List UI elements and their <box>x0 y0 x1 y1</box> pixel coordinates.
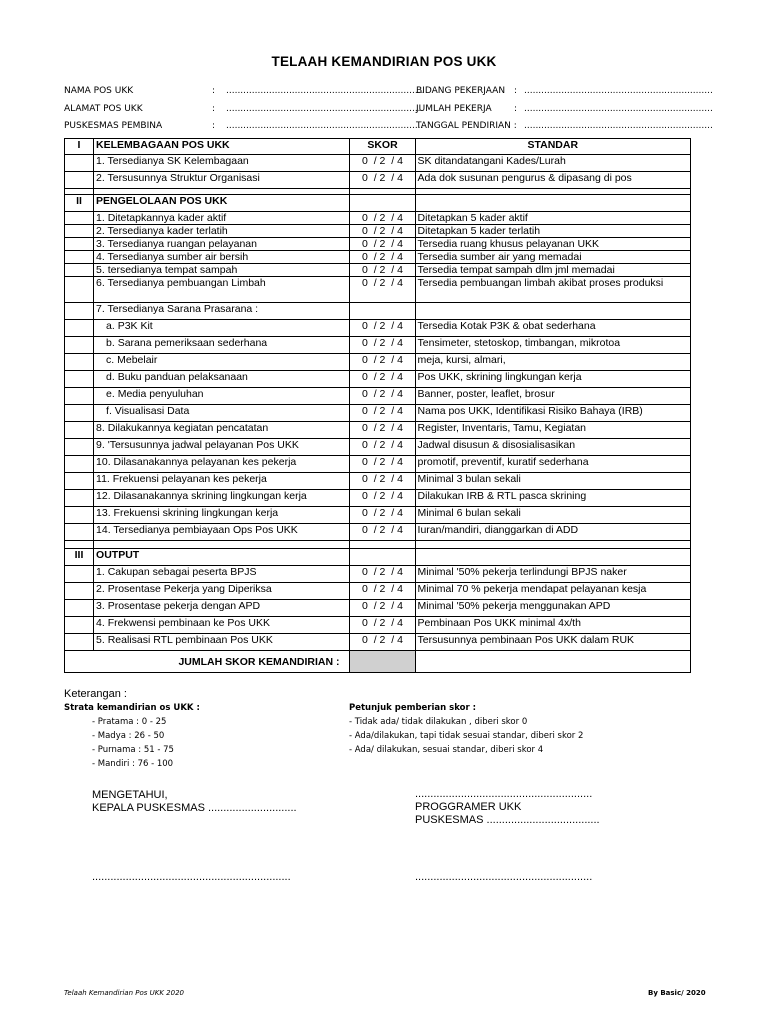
petunjuk-item: - Ada/ dilakukan, sesuai standar, diberi skor 4 <box>349 745 544 755</box>
column-header-skor: SKOR <box>350 139 415 155</box>
field-colon: : <box>212 86 216 96</box>
table-row <box>65 439 691 456</box>
keterangan-heading: Keterangan : <box>64 688 127 700</box>
skor-cell: 0 / 2 / 4 <box>350 388 415 405</box>
skor-cell: 0 / 2 / 4 <box>350 238 415 251</box>
section-number: III <box>65 549 94 566</box>
signature-right <box>415 788 600 827</box>
field-blank[interactable]: .................................................................. <box>524 121 713 131</box>
table-row <box>65 172 691 189</box>
header-field-puskesmas <box>64 121 424 131</box>
table-row <box>65 524 691 541</box>
standar-cell: Dilakukan IRB & RTL pasca skrining <box>415 490 690 507</box>
sig-right-blank[interactable]: .......................................................... <box>415 871 593 883</box>
number-cell <box>65 225 94 238</box>
standar-cell: Banner, poster, leaflet, brosur <box>415 388 690 405</box>
number-cell <box>65 507 94 524</box>
table-row <box>65 337 691 354</box>
standar-cell: Tersusunnya pembinaan Pos UKK dalam RUK <box>415 634 690 651</box>
field-colon: : <box>212 121 216 131</box>
section-title: OUTPUT <box>94 549 350 566</box>
table-row <box>65 212 691 225</box>
table-row <box>65 354 691 371</box>
assessment-table <box>64 138 691 673</box>
section-title: PENGELOLAAN POS UKK <box>94 195 350 212</box>
header-field-alamat <box>64 104 424 114</box>
standar-cell: Tersedia sumber air yang memadai <box>415 251 690 264</box>
table-row <box>65 320 691 337</box>
number-cell <box>65 264 94 277</box>
total-score-field[interactable] <box>350 651 415 673</box>
spacer-row <box>65 541 691 549</box>
number-cell <box>65 238 94 251</box>
standar-cell <box>415 195 690 212</box>
section-row <box>65 139 691 155</box>
strata-item: - Purnama : 51 - 75 <box>92 745 174 755</box>
table-row <box>65 600 691 617</box>
standar-cell: SK ditandatangani Kades/Lurah <box>415 155 690 172</box>
sig-right-line1: PROGGRAMER UKK <box>415 801 522 813</box>
skor-cell: 0 / 2 / 4 <box>350 490 415 507</box>
table-row <box>65 422 691 439</box>
item-cell: 9. 'Tersusunnya jadwal pelayanan Pos UKK <box>94 439 350 456</box>
field-blank[interactable]: ..................................................................... <box>226 86 424 96</box>
standar-cell: Tersedia ruang khusus pelayanan UKK <box>415 238 690 251</box>
skor-cell: 0 / 2 / 4 <box>350 155 415 172</box>
number-cell <box>65 277 94 303</box>
field-blank[interactable]: .................................................................. <box>524 104 713 114</box>
standar-cell: Jadwal disusun & disosialisasikan <box>415 439 690 456</box>
skor-cell: 0 / 2 / 4 <box>350 354 415 371</box>
signature-left <box>92 789 297 815</box>
skor-cell: 0 / 2 / 4 <box>350 617 415 634</box>
standar-cell: Minimal 70 % pekerja mendapat pelayanan kesja <box>415 583 690 600</box>
item-cell: 8. Dilakukannya kegiatan pencatatan <box>94 422 350 439</box>
field-colon: : <box>212 104 216 114</box>
field-label: BIDANG PEKERJAAN <box>416 86 506 96</box>
header-field-bidang <box>416 86 713 96</box>
item-cell: 14. Tersedianya pembiayaan Ops Pos UKK <box>94 524 350 541</box>
sig-right-dots[interactable]: .......................................................... <box>415 788 593 800</box>
skor-cell: 0 / 2 / 4 <box>350 251 415 264</box>
field-label: TANGGAL PENDIRIAN : <box>416 121 517 131</box>
footer-left: Telaah Kemandirian Pos UKK 2020 <box>64 989 184 997</box>
table-row <box>65 490 691 507</box>
item-cell: 1. Cakupan sebagai peserta BPJS <box>94 566 350 583</box>
standar-cell: Tersedia Kotak P3K & obat sederhana <box>415 320 690 337</box>
standar-cell <box>415 303 690 320</box>
number-cell <box>65 600 94 617</box>
field-blank[interactable]: ..................................................................... <box>226 104 424 114</box>
number-cell <box>65 337 94 354</box>
skor-cell: 0 / 2 / 4 <box>350 473 415 490</box>
item-cell: 13. Frekuensi skrining lingkungan kerja <box>94 507 350 524</box>
item-cell: 7. Tersedianya Sarana Prasarana : <box>94 303 350 320</box>
field-label: NAMA POS UKK <box>64 86 134 96</box>
item-cell: 2. Tersedianya kader terlatih <box>94 225 350 238</box>
field-blank[interactable]: .................................................................. <box>524 86 713 96</box>
number-cell <box>65 251 94 264</box>
item-cell: 4. Tersedianya sumber air bersih <box>94 251 350 264</box>
footer-right: By Basic/ 2020 <box>648 989 706 997</box>
strata-item: - Madya : 26 - 50 <box>92 731 165 741</box>
item-cell: a. P3K Kit <box>94 320 350 337</box>
standar-cell: Ditetapkan 5 kader terlatih <box>415 225 690 238</box>
petunjuk-item: - Tidak ada/ tidak dilakukan , diberi skor 0 <box>349 717 528 727</box>
field-label: PUSKESMAS PEMBINA <box>64 121 163 131</box>
standar-cell: Minimal '50% pekerja terlindungi BPJS naker <box>415 566 690 583</box>
standar-cell: Minimal '50% pekerja menggunakan APD <box>415 600 690 617</box>
standar-cell: Ada dok susunan pengurus & dipasang di pos <box>415 172 690 189</box>
item-cell: 1. Ditetapkannya kader aktif <box>94 212 350 225</box>
skor-cell: 0 / 2 / 4 <box>350 456 415 473</box>
item-cell: 6. Tersedianya pembuangan Limbah <box>94 277 350 303</box>
item-cell: f. Visualisasi Data <box>94 405 350 422</box>
field-colon: : <box>514 86 518 96</box>
table-row <box>65 238 691 251</box>
table-row <box>65 155 691 172</box>
petunjuk-item: - Ada/dilakukan, tapi tidak sesuai standar, diberi skor 2 <box>349 731 584 741</box>
table-row <box>65 264 691 277</box>
table-row <box>65 251 691 264</box>
skor-cell: 0 / 2 / 4 <box>350 405 415 422</box>
skor-cell <box>350 549 415 566</box>
header-field-nama-pos <box>64 86 424 96</box>
table-row <box>65 507 691 524</box>
strata-item: - Mandiri : 76 - 100 <box>92 759 174 769</box>
strata-notes <box>64 701 200 771</box>
page-title: TELAAH KEMANDIRIAN POS UKK <box>271 54 497 69</box>
table-row <box>65 277 691 303</box>
table-row <box>65 371 691 388</box>
number-cell <box>65 354 94 371</box>
standar-cell: meja, kursi, almari, <box>415 354 690 371</box>
skor-cell <box>350 303 415 320</box>
sig-left-line2: KEPALA PUSKESMAS ............................. <box>92 802 297 814</box>
field-label: ALAMAT POS UKK <box>64 104 143 114</box>
item-cell: d. Buku panduan pelaksanaan <box>94 371 350 388</box>
standar-cell: Minimal 3 bulan sekali <box>415 473 690 490</box>
empty-cell <box>415 541 690 549</box>
standar-cell: Minimal 6 bulan sekali <box>415 507 690 524</box>
table-row <box>65 405 691 422</box>
item-cell: c. Mebelair <box>94 354 350 371</box>
standar-cell: Pos UKK, skrining lingkungan kerja <box>415 371 690 388</box>
item-cell: 2. Tersusunnya Struktur Organisasi <box>94 172 350 189</box>
number-cell <box>65 566 94 583</box>
standar-cell: Pembinaan Pos UKK minimal 4x/th <box>415 617 690 634</box>
sig-left-blank[interactable]: ................................................................. <box>92 871 291 883</box>
number-cell <box>65 473 94 490</box>
item-cell: 11. Frekuensi pelayanan kes pekerja <box>94 473 350 490</box>
skor-cell: 0 / 2 / 4 <box>350 422 415 439</box>
strata-title: Strata kemandirian os UKK : <box>64 703 200 713</box>
table-row <box>65 473 691 490</box>
skor-cell: 0 / 2 / 4 <box>350 172 415 189</box>
standar-cell: Ditetapkan 5 kader aktif <box>415 212 690 225</box>
skor-cell: 0 / 2 / 4 <box>350 524 415 541</box>
skor-cell: 0 / 2 / 4 <box>350 566 415 583</box>
empty-cell <box>65 541 94 549</box>
item-cell: 12. Dilasanakannya skrining lingkungan kerja <box>94 490 350 507</box>
skor-cell: 0 / 2 / 4 <box>350 337 415 354</box>
number-cell <box>65 405 94 422</box>
field-colon: : <box>514 104 518 114</box>
item-cell: b. Sarana pemeriksaan sederhana <box>94 337 350 354</box>
number-cell <box>65 212 94 225</box>
item-cell: 3. Prosentase pekerja dengan APD <box>94 600 350 617</box>
number-cell <box>65 490 94 507</box>
section-number: II <box>65 195 94 212</box>
item-cell: 3. Tersedianya ruangan pelayanan <box>94 238 350 251</box>
section-number: I <box>65 139 94 155</box>
section-row <box>65 195 691 212</box>
header-field-tanggal <box>416 121 713 131</box>
standar-cell: Tensimeter, stetoskop, timbangan, mikrotoa <box>415 337 690 354</box>
section-row <box>65 549 691 566</box>
item-cell: e. Media penyuluhan <box>94 388 350 405</box>
sig-left-line1: MENGETAHUI, <box>92 789 168 801</box>
number-cell <box>65 583 94 600</box>
skor-cell: 0 / 2 / 4 <box>350 320 415 337</box>
table-row <box>65 388 691 405</box>
section-title: KELEMBAGAAN POS UKK <box>94 139 350 155</box>
skor-cell: 0 / 2 / 4 <box>350 583 415 600</box>
skor-cell: 0 / 2 / 4 <box>350 507 415 524</box>
sig-right-line2: PUSKESMAS ..................................... <box>415 814 600 826</box>
field-label: JUMLAH PEKERJA <box>416 104 492 114</box>
table-row <box>65 456 691 473</box>
table-row <box>65 225 691 238</box>
number-cell <box>65 439 94 456</box>
skor-cell: 0 / 2 / 4 <box>350 634 415 651</box>
table-row <box>65 634 691 651</box>
skor-cell: 0 / 2 / 4 <box>350 600 415 617</box>
table-row <box>65 303 691 320</box>
standar-cell: promotif, preventif, kuratif sederhana <box>415 456 690 473</box>
table-row <box>65 583 691 600</box>
standar-cell: Tersedia pembuangan limbah akibat proses produksi <box>415 277 690 303</box>
number-cell <box>65 524 94 541</box>
header-field-jumlah <box>416 104 713 114</box>
skor-cell: 0 / 2 / 4 <box>350 212 415 225</box>
total-label: JUMLAH SKOR KEMANDIRIAN : <box>65 651 350 673</box>
skor-cell: 0 / 2 / 4 <box>350 371 415 388</box>
total-empty-cell <box>415 651 690 673</box>
number-cell <box>65 388 94 405</box>
empty-cell <box>350 541 415 549</box>
strata-item: - Pratama : 0 - 25 <box>92 717 167 727</box>
standar-cell: Tersedia tempat sampah dlm jml memadai <box>415 264 690 277</box>
column-header-standar: STANDAR <box>415 139 690 155</box>
item-cell: 4. Frekwensi pembinaan ke Pos UKK <box>94 617 350 634</box>
number-cell <box>65 155 94 172</box>
skor-cell: 0 / 2 / 4 <box>350 439 415 456</box>
petunjuk-notes <box>349 701 583 757</box>
table-row <box>65 617 691 634</box>
standar-cell: Register, Inventaris, Tamu, Kegiatan <box>415 422 690 439</box>
total-row <box>65 651 691 673</box>
skor-cell: 0 / 2 / 4 <box>350 264 415 277</box>
field-blank[interactable]: ..................................................................... <box>226 121 424 131</box>
number-cell <box>65 371 94 388</box>
number-cell <box>65 456 94 473</box>
number-cell <box>65 634 94 651</box>
standar-cell: Iuran/mandiri, dianggarkan di ADD <box>415 524 690 541</box>
item-cell: 10. Dilasanakannya pelayanan kes pekerja <box>94 456 350 473</box>
table-row <box>65 566 691 583</box>
number-cell <box>65 172 94 189</box>
item-cell: 5. Realisasi RTL pembinaan Pos UKK <box>94 634 350 651</box>
number-cell <box>65 320 94 337</box>
skor-cell <box>350 195 415 212</box>
standar-cell: Nama pos UKK, Identifikasi Risiko Bahaya (IRB) <box>415 405 690 422</box>
item-cell: 2. Prosentase Pekerja yang Diperiksa <box>94 583 350 600</box>
item-cell: 1. Tersedianya SK Kelembagaan <box>94 155 350 172</box>
item-cell: 5. tersedianya tempat sampah <box>94 264 350 277</box>
number-cell <box>65 303 94 320</box>
skor-cell: 0 / 2 / 4 <box>350 277 415 303</box>
number-cell <box>65 422 94 439</box>
petunjuk-title: Petunjuk pemberian skor : <box>349 703 477 713</box>
standar-cell <box>415 549 690 566</box>
empty-cell <box>94 541 350 549</box>
number-cell <box>65 617 94 634</box>
skor-cell: 0 / 2 / 4 <box>350 225 415 238</box>
